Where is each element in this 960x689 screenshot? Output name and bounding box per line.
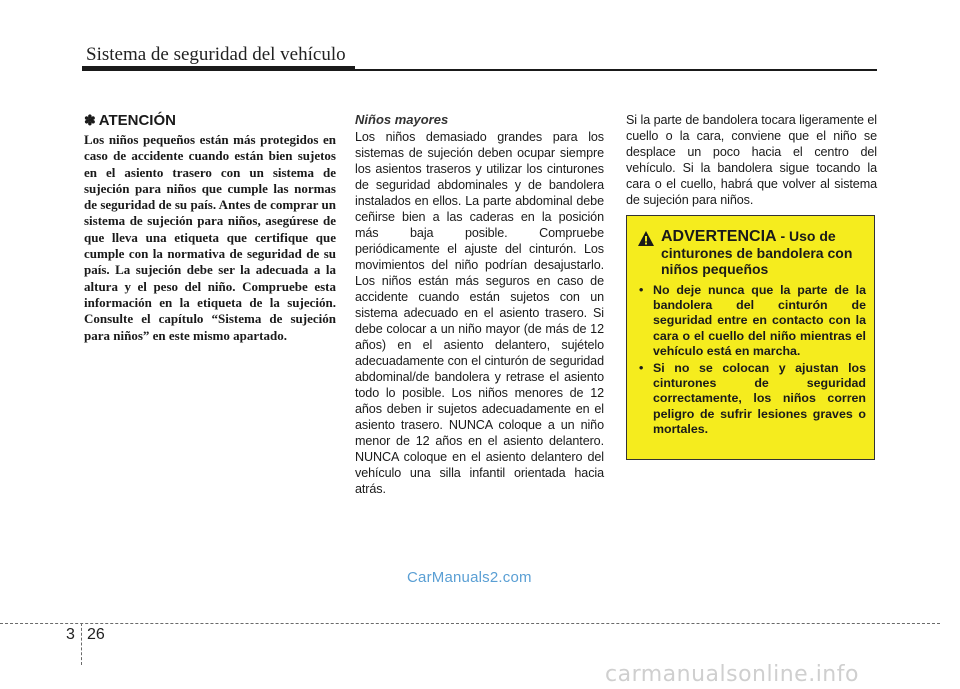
- asterisk-icon: ✽: [84, 112, 96, 128]
- older-children-body: Los niños demasiado grandes para los sistemas de sujeción deben ocupar siempre los asientos traseros y utilizar los cinturones de seguridad abdominales y de bandolera instalados en ellos. La parte abdominal debe ceñirse bien a las caderas en la posición más baja posible. Compruebe periódicamente el ajuste del cinturón. Los movimientos del niño podrían desajustarlo. Los niños están más seguros en caso de accidente cuando están sujetos con un sistema adecuado en el asiento trasero. Si debe colocar a un niño mayor (de más de 12 años) en el asiento delantero, sujételo adecuadamente con el cinturón de seguridad abdominal/de bandolera y retrase el asiento todo lo posible. Los niños menores de 12 años deben ir sujetos adecuadamente en el asiento trasero. NUNCA coloque a un niño menor de 12 años en el asiento delantero. NUNCA coloque en el asiento delantero del vehículo una silla infantil orientada hacia atrás.: [355, 130, 604, 496]
- warning-title: [661, 228, 866, 277]
- warning-list: [637, 283, 866, 437]
- shoulder-belt-section: [626, 112, 877, 208]
- warning-title-main: ADVERTENCIA: [661, 228, 777, 245]
- shoulder-belt-body: Si la parte de bandolera tocara ligeramente el cuello o la cara, conviene que el niño se desplace un poco hacia el centro del vehículo. Si la bandolera sigue tocando la cara o el cuello, habrá que volver al sistema de sujeción para niños.: [626, 113, 877, 207]
- watermark-link[interactable]: CarManuals2.com: [407, 569, 532, 586]
- chapter-number: 3: [66, 626, 75, 643]
- attention-heading: [84, 112, 336, 129]
- warning-triangle-icon: [637, 230, 655, 247]
- header-rule: [82, 66, 355, 71]
- footer-rule: [0, 623, 940, 624]
- footer-divider: [81, 623, 82, 665]
- page-number: 26: [87, 626, 105, 643]
- site-watermark: carmanualsonline.info: [605, 662, 859, 687]
- attention-heading-text: ATENCIÓN: [98, 112, 176, 129]
- attention-section: [84, 112, 336, 344]
- page-header-title: Sistema de seguridad del vehículo: [86, 44, 346, 65]
- older-children-heading: Niños mayores: [355, 112, 449, 127]
- warning-header: [637, 228, 866, 277]
- header-rule-thin: [355, 69, 877, 71]
- older-children-section: [355, 112, 604, 497]
- attention-body: Los niños pequeños están más protegidos en caso de accidente cuando están bien sujetos en el asiento trasero con un sistema de sujeción para niños que cumple las normas de seguridad de su país. Antes de comprar un sistema de sujeción para niños, asegúrese de que lleva una etiqueta que certifique que cumple con la normativa de seguridad de su país. La sujeción debe ser la adecuada a la altura y el peso del niño. Compruebe esta información en la etiqueta de la sujeción. Consulte el capítulo “Sistema de sujeción para niños” en este mismo apartado.: [84, 132, 336, 343]
- warning-box: [626, 215, 875, 460]
- warning-item: • No deje nunca que la parte de la bandolera del cinturón de seguridad entre en contacto con la cara o el cuello del niño mientras el vehículo está en marcha.: [637, 283, 866, 359]
- warning-title-sub: - Uso de cinturones de bandolera con niños pequeños: [661, 228, 853, 277]
- warning-item: • Si no se colocan y ajustan los cinturones de seguridad correctamente, los niños corren peligro de sufrir lesiones graves o mortales.: [637, 361, 866, 437]
